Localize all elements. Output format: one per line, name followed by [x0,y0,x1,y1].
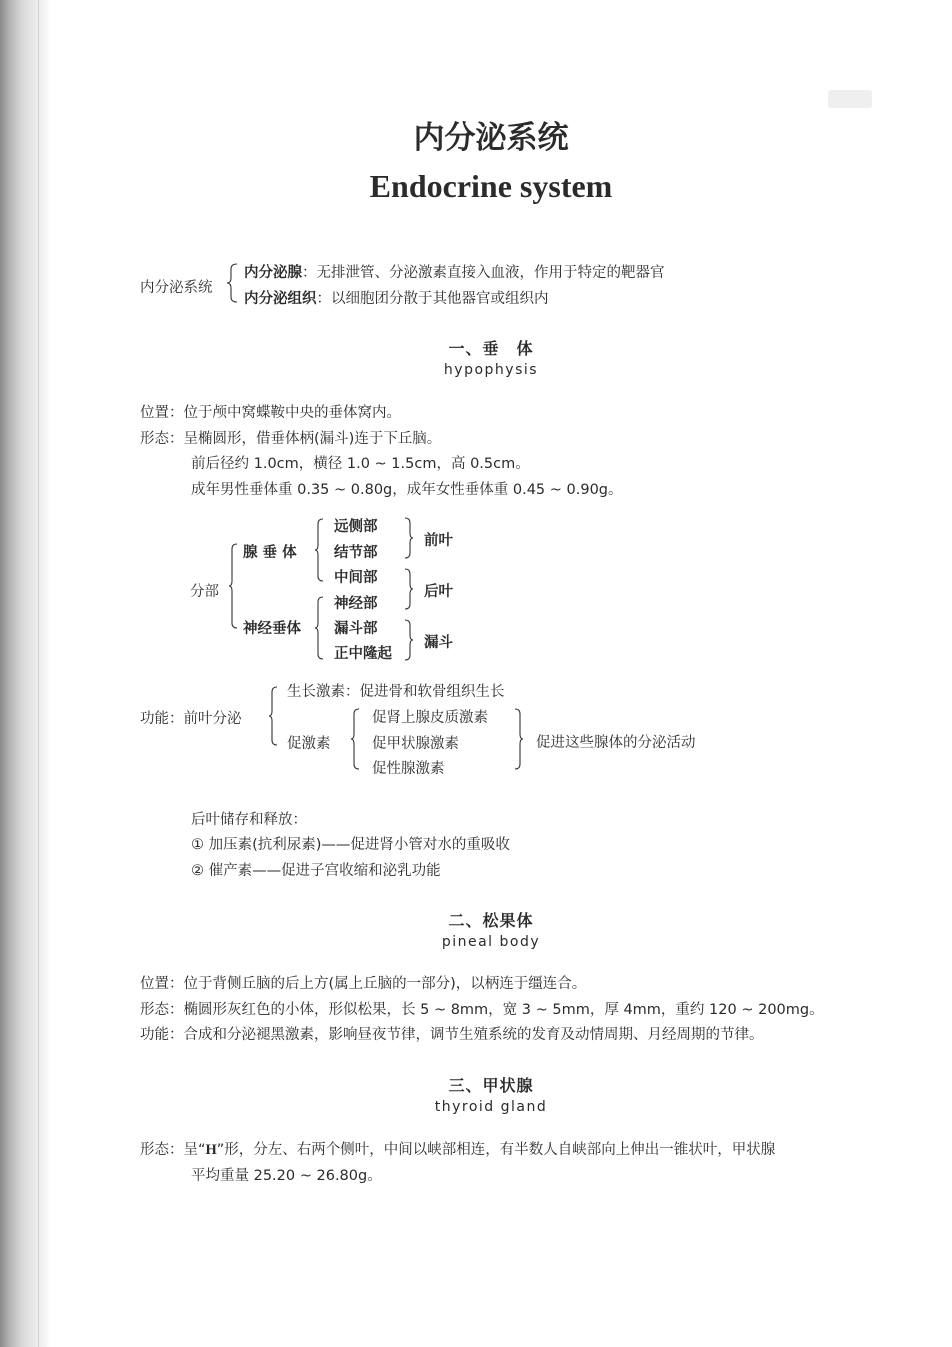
neuro-brace [314,596,324,660]
intro-item-gland [244,261,665,282]
part-nervous: 神经部 [334,596,378,612]
intro-brace [226,263,238,303]
intro-term-gland: 内分泌腺 [244,265,302,281]
function-brace [268,686,278,746]
group-posterior: 后叶 [424,584,453,600]
intro-item-tissue [244,287,549,308]
pineal-position: 位置：位于背侧丘脑的后上方(属上丘脑的一部分)，以柄连于缰连合。 [140,976,587,992]
page-title-en: Endocrine system [369,168,613,204]
intro-desc-gland: ：无排泄管、分泌激素直接入血液，作用于特定的靶器官 [302,265,665,281]
section-title-pineal-en: pineal body [441,934,541,950]
tropic-gonadotropin: 促性腺激素 [372,761,445,777]
group-anterior-brace [404,517,414,559]
posterior-oxytocin: ② 催产素——促进子宫收缩和泌乳功能 [191,863,441,879]
hypophysis-weight: 成年男性垂体重 0.35 ~ 0.80g，成年女性垂体重 0.45 ~ 0.90g。 [191,482,623,498]
hypophysis-shape: 形态：呈椭圆形，借垂体柄(漏斗)连于下丘脑。 [140,431,442,447]
function-label: 功能：前叶分泌 [140,711,242,727]
part-tuberal: 结节部 [334,545,378,561]
pineal-shape: 形态：椭圆形灰红色的小体，形似松果，长 5 ~ 8mm，宽 3 ~ 5mm，厚 4mm，重约 120 ~ 200mg。 [140,1002,824,1018]
part-infundibular: 漏斗部 [334,621,378,637]
division-adeno: 腺 垂 体 [243,545,297,561]
group-infundibulum-brace [404,619,414,661]
growth-hormone: 生长激素：促进骨和软骨组织生长 [287,684,505,700]
thyroid-shape-rest: ”形，分左、右两个侧叶，中间以峡部相连，有半数人自峡部向上伸出一锥状叶，甲状腺 [216,1142,776,1158]
tropic-acth: 促肾上腺皮质激素 [372,710,488,726]
section-title-thyroid-en: thyroid gland [434,1099,548,1115]
posterior-vasopressin: ① 加压素(抗利尿素)——促进肾小管对水的重吸收 [191,837,510,853]
intro-desc-tissue: ：以细胞团分散于其他器官或组织内 [316,291,549,307]
section-title-pineal-cn: 二、松果体 [448,911,534,930]
section-title-thyroid-cn: 三、甲状腺 [448,1076,534,1095]
thyroid-weight: 平均重量 25.20 ~ 26.80g。 [191,1168,382,1184]
section-title-hypophysis-cn: 一、垂 体 [448,339,534,358]
adeno-brace [314,518,324,582]
division-label: 分部 [190,584,219,600]
division-main-brace [228,543,238,629]
tropic-label: 促激素 [287,736,331,752]
hypophysis-position: 位置：位于颅中窝蝶鞍中央的垂体窝内。 [140,405,401,421]
thyroid-shape [140,1138,775,1159]
thyroid-shape-h: H [205,1142,217,1158]
tropic-effect-brace [514,708,524,770]
group-infundibulum: 漏斗 [424,635,453,651]
group-posterior-brace [404,568,414,610]
part-distal: 远侧部 [334,519,378,535]
pineal-function: 功能：合成和分泌褪黑激素，影响昼夜节律，调节生殖系统的发育及动情周期、月经周期的节律。 [140,1027,764,1043]
part-median-eminence: 正中隆起 [334,646,392,662]
hypophysis-size: 前后径约 1.0cm，横径 1.0 ~ 1.5cm，高 0.5cm。 [191,456,530,472]
scan-smudge [828,90,872,108]
page-title-cn: 内分泌系统 [413,120,569,156]
section-title-hypophysis-en: hypophysis [443,362,539,378]
tropic-tsh: 促甲状腺激素 [372,736,459,752]
posterior-label: 后叶储存和释放： [191,812,307,828]
tropic-effect: 促进这些腺体的分泌活动 [536,735,696,751]
thyroid-shape-prefix: 形态：呈“ [140,1142,206,1158]
tropic-brace [350,708,360,770]
part-intermediate: 中间部 [334,570,378,586]
group-anterior: 前叶 [424,533,453,549]
intro-label: 内分泌系统 [140,280,213,296]
intro-term-tissue: 内分泌组织 [244,291,317,307]
division-neuro: 神经垂体 [243,621,301,637]
